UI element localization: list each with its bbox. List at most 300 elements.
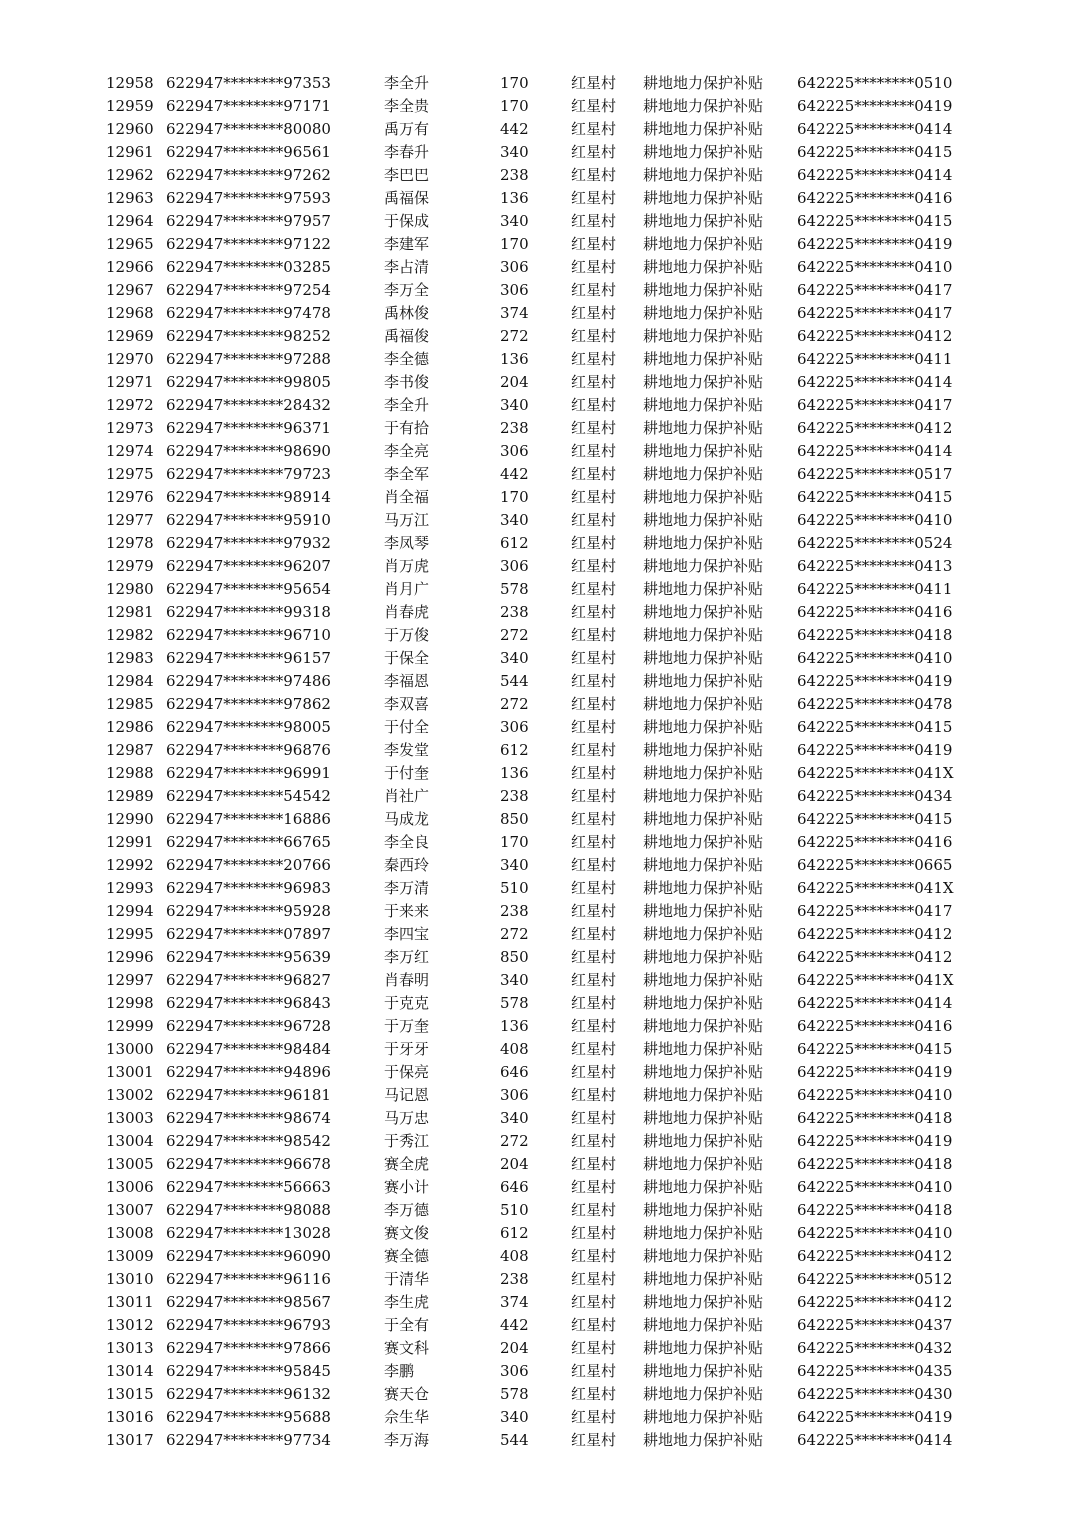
table-row	[0, 969, 1074, 992]
id-number: 642225********0410	[797, 511, 953, 529]
table-row	[0, 1038, 1074, 1061]
subsidy-amount: 306	[500, 557, 529, 575]
subsidy-type: 耕地地力保护补贴	[643, 1362, 764, 1380]
subsidy-amount: 510	[500, 1201, 529, 1219]
id-number: 642225********0412	[797, 948, 953, 966]
row-number: 12995	[106, 925, 154, 943]
subsidy-amount: 238	[500, 419, 529, 437]
id-number: 642225********0414	[797, 166, 953, 184]
id-number: 642225********0524	[797, 534, 953, 552]
row-number: 12991	[106, 833, 154, 851]
farmer-name: 赛小计	[384, 1178, 430, 1196]
table-row	[0, 670, 1074, 693]
id-number: 642225********0413	[797, 557, 953, 575]
bank-card-number: 622947********96132	[166, 1385, 331, 1403]
farmer-name: 于付全	[384, 718, 430, 736]
village-name: 红星村	[571, 1385, 617, 1403]
bank-card-number: 622947********97122	[166, 235, 331, 253]
row-number: 13006	[106, 1178, 154, 1196]
village-name: 红星村	[571, 580, 617, 598]
subsidy-type: 耕地地力保护补贴	[643, 718, 764, 736]
subsidy-amount: 408	[500, 1247, 529, 1265]
id-number: 642225********0418	[797, 1155, 953, 1173]
table-row	[0, 1245, 1074, 1268]
table-row	[0, 1383, 1074, 1406]
farmer-name: 赛天仓	[384, 1385, 430, 1403]
farmer-name: 于牙牙	[384, 1040, 430, 1058]
bank-card-number: 622947********96090	[166, 1247, 331, 1265]
row-number: 12994	[106, 902, 154, 920]
id-number: 642225********0437	[797, 1316, 953, 1334]
subsidy-amount: 340	[500, 511, 529, 529]
subsidy-amount: 272	[500, 626, 529, 644]
table-row	[0, 1360, 1074, 1383]
bank-card-number: 622947********96710	[166, 626, 331, 644]
table-row	[0, 1222, 1074, 1245]
farmer-name: 于万奎	[384, 1017, 430, 1035]
village-name: 红星村	[571, 350, 617, 368]
row-number: 12978	[106, 534, 154, 552]
village-name: 红星村	[571, 1017, 617, 1035]
subsidy-type: 耕地地力保护补贴	[643, 603, 764, 621]
subsidy-type: 耕地地力保护补贴	[643, 879, 764, 897]
subsidy-type: 耕地地力保护补贴	[643, 1293, 764, 1311]
subsidy-amount: 578	[500, 994, 529, 1012]
subsidy-amount: 340	[500, 396, 529, 414]
table-row	[0, 992, 1074, 1015]
table-row	[0, 1061, 1074, 1084]
farmer-name: 肖春明	[384, 971, 430, 989]
id-number: 642225********0414	[797, 1431, 953, 1449]
village-name: 红星村	[571, 488, 617, 506]
id-number: 642225********0512	[797, 1270, 953, 1288]
village-name: 红星村	[571, 672, 617, 690]
farmer-name: 李双喜	[384, 695, 430, 713]
id-number: 642225********041X	[797, 764, 954, 782]
subsidy-type: 耕地地力保护补贴	[643, 74, 764, 92]
id-number: 642225********0510	[797, 74, 953, 92]
table-row	[0, 647, 1074, 670]
row-number: 13000	[106, 1040, 154, 1058]
subsidy-amount: 442	[500, 465, 529, 483]
farmer-name: 于来来	[384, 902, 430, 920]
village-name: 红星村	[571, 327, 617, 345]
farmer-name: 禹福保	[384, 189, 430, 207]
bank-card-number: 622947********98914	[166, 488, 331, 506]
subsidy-type: 耕地地力保护补贴	[643, 1086, 764, 1104]
subsidy-amount: 238	[500, 166, 529, 184]
table-row	[0, 946, 1074, 969]
subsidy-type: 耕地地力保护补贴	[643, 120, 764, 138]
subsidy-amount: 340	[500, 649, 529, 667]
farmer-name: 李全升	[384, 74, 430, 92]
farmer-name: 禹林俊	[384, 304, 430, 322]
subsidy-type: 耕地地力保护补贴	[643, 465, 764, 483]
subsidy-type: 耕地地力保护补贴	[643, 1316, 764, 1334]
bank-card-number: 622947********95928	[166, 902, 331, 920]
id-number: 642225********0419	[797, 672, 953, 690]
subsidy-type: 耕地地力保护补贴	[643, 442, 764, 460]
row-number: 12987	[106, 741, 154, 759]
subsidy-amount: 544	[500, 672, 529, 690]
row-number: 13016	[106, 1408, 154, 1426]
id-number: 642225********0417	[797, 281, 953, 299]
row-number: 12976	[106, 488, 154, 506]
bank-card-number: 622947********16886	[166, 810, 331, 828]
bank-card-number: 622947********98567	[166, 1293, 331, 1311]
village-name: 红星村	[571, 1247, 617, 1265]
subsidy-type: 耕地地力保护补贴	[643, 1385, 764, 1403]
subsidy-amount: 340	[500, 1109, 529, 1127]
id-number: 642225********0419	[797, 235, 953, 253]
table-row	[0, 854, 1074, 877]
row-number: 13014	[106, 1362, 154, 1380]
subsidy-type: 耕地地力保护补贴	[643, 1040, 764, 1058]
farmer-name: 马万江	[384, 511, 430, 529]
row-number: 13010	[106, 1270, 154, 1288]
table-row	[0, 164, 1074, 187]
row-number: 12984	[106, 672, 154, 690]
farmer-name: 李万清	[384, 879, 430, 897]
subsidy-type: 耕地地力保护补贴	[643, 1132, 764, 1150]
table-row	[0, 555, 1074, 578]
farmer-name: 李万红	[384, 948, 430, 966]
id-number: 642225********041X	[797, 971, 954, 989]
bank-card-number: 622947********96561	[166, 143, 331, 161]
subsidy-amount: 612	[500, 741, 529, 759]
farmer-name: 马记恩	[384, 1086, 430, 1104]
farmer-name: 于万俊	[384, 626, 430, 644]
subsidy-amount: 544	[500, 1431, 529, 1449]
row-number: 12996	[106, 948, 154, 966]
subsidy-amount: 442	[500, 120, 529, 138]
bank-card-number: 622947********97171	[166, 97, 331, 115]
bank-card-number: 622947********96678	[166, 1155, 331, 1173]
id-number: 642225********0434	[797, 787, 953, 805]
subsidy-amount: 204	[500, 373, 529, 391]
id-number: 642225********0414	[797, 994, 953, 1012]
subsidy-amount: 374	[500, 1293, 529, 1311]
village-name: 红星村	[571, 419, 617, 437]
village-name: 红星村	[571, 1316, 617, 1334]
subsidy-amount: 136	[500, 1017, 529, 1035]
table-row	[0, 601, 1074, 624]
subsidy-type: 耕地地力保护补贴	[643, 189, 764, 207]
table-row	[0, 394, 1074, 417]
subsidy-type: 耕地地力保护补贴	[643, 1109, 764, 1127]
row-number: 12973	[106, 419, 154, 437]
farmer-name: 李鹏	[384, 1362, 415, 1380]
farmer-name: 李全良	[384, 833, 430, 851]
subsidy-amount: 272	[500, 925, 529, 943]
bank-card-number: 622947********98542	[166, 1132, 331, 1150]
farmer-name: 李万德	[384, 1201, 430, 1219]
bank-card-number: 622947********97478	[166, 304, 331, 322]
table-row	[0, 1130, 1074, 1153]
subsidy-type: 耕地地力保护补贴	[643, 97, 764, 115]
table-row	[0, 1015, 1074, 1038]
bank-card-number: 622947********20766	[166, 856, 331, 874]
subsidy-amount: 408	[500, 1040, 529, 1058]
bank-card-number: 622947********97254	[166, 281, 331, 299]
table-row	[0, 831, 1074, 854]
village-name: 红星村	[571, 856, 617, 874]
row-number: 12988	[106, 764, 154, 782]
table-row	[0, 739, 1074, 762]
id-number: 642225********0419	[797, 1132, 953, 1150]
village-name: 红星村	[571, 1339, 617, 1357]
bank-card-number: 622947********97862	[166, 695, 331, 713]
subsidy-amount: 646	[500, 1178, 529, 1196]
id-number: 642225********0415	[797, 1040, 953, 1058]
subsidy-type: 耕地地力保护补贴	[643, 764, 764, 782]
farmer-name: 肖社广	[384, 787, 430, 805]
subsidy-type: 耕地地力保护补贴	[643, 856, 764, 874]
table-row	[0, 440, 1074, 463]
subsidy-type: 耕地地力保护补贴	[643, 649, 764, 667]
table-row	[0, 210, 1074, 233]
id-number: 642225********0411	[797, 350, 953, 368]
subsidy-amount: 340	[500, 1408, 529, 1426]
row-number: 12989	[106, 787, 154, 805]
row-number: 12981	[106, 603, 154, 621]
id-number: 642225********0417	[797, 304, 953, 322]
farmer-name: 李福恩	[384, 672, 430, 690]
bank-card-number: 622947********97932	[166, 534, 331, 552]
village-name: 红星村	[571, 166, 617, 184]
subsidy-type: 耕地地力保护补贴	[643, 695, 764, 713]
village-name: 红星村	[571, 1362, 617, 1380]
farmer-name: 李巴巴	[384, 166, 430, 184]
farmer-name: 于保亮	[384, 1063, 430, 1081]
row-number: 13001	[106, 1063, 154, 1081]
subsidy-amount: 238	[500, 902, 529, 920]
subsidy-amount: 646	[500, 1063, 529, 1081]
village-name: 红星村	[571, 902, 617, 920]
subsidy-amount: 340	[500, 143, 529, 161]
row-number: 12983	[106, 649, 154, 667]
row-number: 12972	[106, 396, 154, 414]
id-number: 642225********0412	[797, 419, 953, 437]
farmer-name: 赛全虎	[384, 1155, 430, 1173]
row-number: 12963	[106, 189, 154, 207]
row-number: 13015	[106, 1385, 154, 1403]
id-number: 642225********0410	[797, 649, 953, 667]
id-number: 642225********0415	[797, 810, 953, 828]
farmer-name: 李万全	[384, 281, 430, 299]
table-row	[0, 187, 1074, 210]
subsidy-amount: 238	[500, 787, 529, 805]
table-row	[0, 1291, 1074, 1314]
subsidy-amount: 136	[500, 764, 529, 782]
subsidy-amount: 340	[500, 971, 529, 989]
subsidy-type: 耕地地力保护补贴	[643, 902, 764, 920]
row-number: 13002	[106, 1086, 154, 1104]
table-row	[0, 279, 1074, 302]
village-name: 红星村	[571, 212, 617, 230]
farmer-name: 李全升	[384, 396, 430, 414]
village-name: 红星村	[571, 235, 617, 253]
subsidy-type: 耕地地力保护补贴	[643, 1201, 764, 1219]
subsidy-amount: 204	[500, 1155, 529, 1173]
subsidy-type: 耕地地力保护补贴	[643, 1431, 764, 1449]
bank-card-number: 622947********97288	[166, 350, 331, 368]
village-name: 红星村	[571, 465, 617, 483]
row-number: 12975	[106, 465, 154, 483]
table-row	[0, 463, 1074, 486]
subsidy-type: 耕地地力保护补贴	[643, 258, 764, 276]
id-number: 642225********0478	[797, 695, 953, 713]
farmer-name: 肖全福	[384, 488, 430, 506]
table-row	[0, 302, 1074, 325]
village-name: 红星村	[571, 304, 617, 322]
table-row	[0, 233, 1074, 256]
row-number: 12968	[106, 304, 154, 322]
farmer-name: 于有拾	[384, 419, 430, 437]
village-name: 红星村	[571, 1270, 617, 1288]
row-number: 12992	[106, 856, 154, 874]
farmer-name: 李建军	[384, 235, 430, 253]
subsidy-type: 耕地地力保护补贴	[643, 396, 764, 414]
village-name: 红星村	[571, 764, 617, 782]
bank-card-number: 622947********96181	[166, 1086, 331, 1104]
row-number: 12980	[106, 580, 154, 598]
farmer-name: 于清华	[384, 1270, 430, 1288]
bank-card-number: 622947********99318	[166, 603, 331, 621]
village-name: 红星村	[571, 879, 617, 897]
farmer-name: 肖万虎	[384, 557, 430, 575]
village-name: 红星村	[571, 1408, 617, 1426]
subsidy-type: 耕地地力保护补贴	[643, 419, 764, 437]
row-number: 12986	[106, 718, 154, 736]
bank-card-number: 622947********97734	[166, 1431, 331, 1449]
village-name: 红星村	[571, 1431, 617, 1449]
village-name: 红星村	[571, 511, 617, 529]
bank-card-number: 622947********96157	[166, 649, 331, 667]
id-number: 642225********0412	[797, 925, 953, 943]
row-number: 12969	[106, 327, 154, 345]
bank-card-number: 622947********97262	[166, 166, 331, 184]
village-name: 红星村	[571, 534, 617, 552]
id-number: 642225********0414	[797, 373, 953, 391]
village-name: 红星村	[571, 1293, 617, 1311]
farmer-name: 肖春虎	[384, 603, 430, 621]
row-number: 12982	[106, 626, 154, 644]
subsidy-amount: 170	[500, 74, 529, 92]
row-number: 13008	[106, 1224, 154, 1242]
subsidy-type: 耕地地力保护补贴	[643, 1063, 764, 1081]
subsidy-amount: 612	[500, 1224, 529, 1242]
subsidy-type: 耕地地力保护补贴	[643, 1408, 764, 1426]
row-number: 12985	[106, 695, 154, 713]
row-number: 12999	[106, 1017, 154, 1035]
farmer-name: 马万忠	[384, 1109, 430, 1127]
subsidy-type: 耕地地力保护补贴	[643, 994, 764, 1012]
table-row	[0, 1107, 1074, 1130]
id-number: 642225********0419	[797, 741, 953, 759]
subsidy-amount: 238	[500, 1270, 529, 1288]
bank-card-number: 622947********96876	[166, 741, 331, 759]
village-name: 红星村	[571, 120, 617, 138]
farmer-name: 于保全	[384, 649, 430, 667]
id-number: 642225********0412	[797, 1293, 953, 1311]
bank-card-number: 622947********96728	[166, 1017, 331, 1035]
row-number: 12970	[106, 350, 154, 368]
bank-card-number: 622947********96793	[166, 1316, 331, 1334]
village-name: 红星村	[571, 281, 617, 299]
subsidy-type: 耕地地力保护补贴	[643, 1178, 764, 1196]
bank-card-number: 622947********95688	[166, 1408, 331, 1426]
row-number: 12965	[106, 235, 154, 253]
farmer-name: 李占清	[384, 258, 430, 276]
bank-card-number: 622947********98484	[166, 1040, 331, 1058]
bank-card-number: 622947********98252	[166, 327, 331, 345]
village-name: 红星村	[571, 833, 617, 851]
row-number: 13017	[106, 1431, 154, 1449]
row-number: 12974	[106, 442, 154, 460]
id-number: 642225********0435	[797, 1362, 953, 1380]
row-number: 12997	[106, 971, 154, 989]
farmer-name: 佘生华	[384, 1408, 430, 1426]
row-number: 12958	[106, 74, 154, 92]
table-row	[0, 532, 1074, 555]
bank-card-number: 622947********80080	[166, 120, 331, 138]
subsidy-amount: 850	[500, 948, 529, 966]
village-name: 红星村	[571, 1201, 617, 1219]
subsidy-amount: 136	[500, 189, 529, 207]
table-row	[0, 509, 1074, 532]
bank-card-number: 622947********97957	[166, 212, 331, 230]
subsidy-amount: 306	[500, 442, 529, 460]
subsidy-type: 耕地地力保护补贴	[643, 1017, 764, 1035]
farmer-name: 禹万有	[384, 120, 430, 138]
table-row	[0, 72, 1074, 95]
row-number: 12990	[106, 810, 154, 828]
id-number: 642225********041X	[797, 879, 954, 897]
subsidy-amount: 306	[500, 1086, 529, 1104]
farmer-name: 李全德	[384, 350, 430, 368]
farmer-name: 赛文俊	[384, 1224, 430, 1242]
table-row	[0, 716, 1074, 739]
id-number: 642225********0417	[797, 902, 953, 920]
subsidy-amount: 272	[500, 695, 529, 713]
row-number: 12998	[106, 994, 154, 1012]
subsidy-amount: 442	[500, 1316, 529, 1334]
subsidy-type: 耕地地力保护补贴	[643, 1339, 764, 1357]
id-number: 642225********0415	[797, 212, 953, 230]
subsidy-amount: 340	[500, 212, 529, 230]
id-number: 642225********0418	[797, 1201, 953, 1219]
subsidy-amount: 272	[500, 1132, 529, 1150]
bank-card-number: 622947********95654	[166, 580, 331, 598]
table-row	[0, 785, 1074, 808]
table-row	[0, 118, 1074, 141]
bank-card-number: 622947********13028	[166, 1224, 331, 1242]
village-name: 红星村	[571, 189, 617, 207]
table-row	[0, 95, 1074, 118]
subsidy-type: 耕地地力保护补贴	[643, 925, 764, 943]
subsidy-amount: 170	[500, 97, 529, 115]
village-name: 红星村	[571, 971, 617, 989]
subsidy-type: 耕地地力保护补贴	[643, 350, 764, 368]
id-number: 642225********0416	[797, 603, 953, 621]
bank-card-number: 622947********94896	[166, 1063, 331, 1081]
subsidy-type: 耕地地力保护补贴	[643, 143, 764, 161]
table-row	[0, 923, 1074, 946]
row-number: 12966	[106, 258, 154, 276]
village-name: 红星村	[571, 1224, 617, 1242]
farmer-name: 赛全德	[384, 1247, 430, 1265]
